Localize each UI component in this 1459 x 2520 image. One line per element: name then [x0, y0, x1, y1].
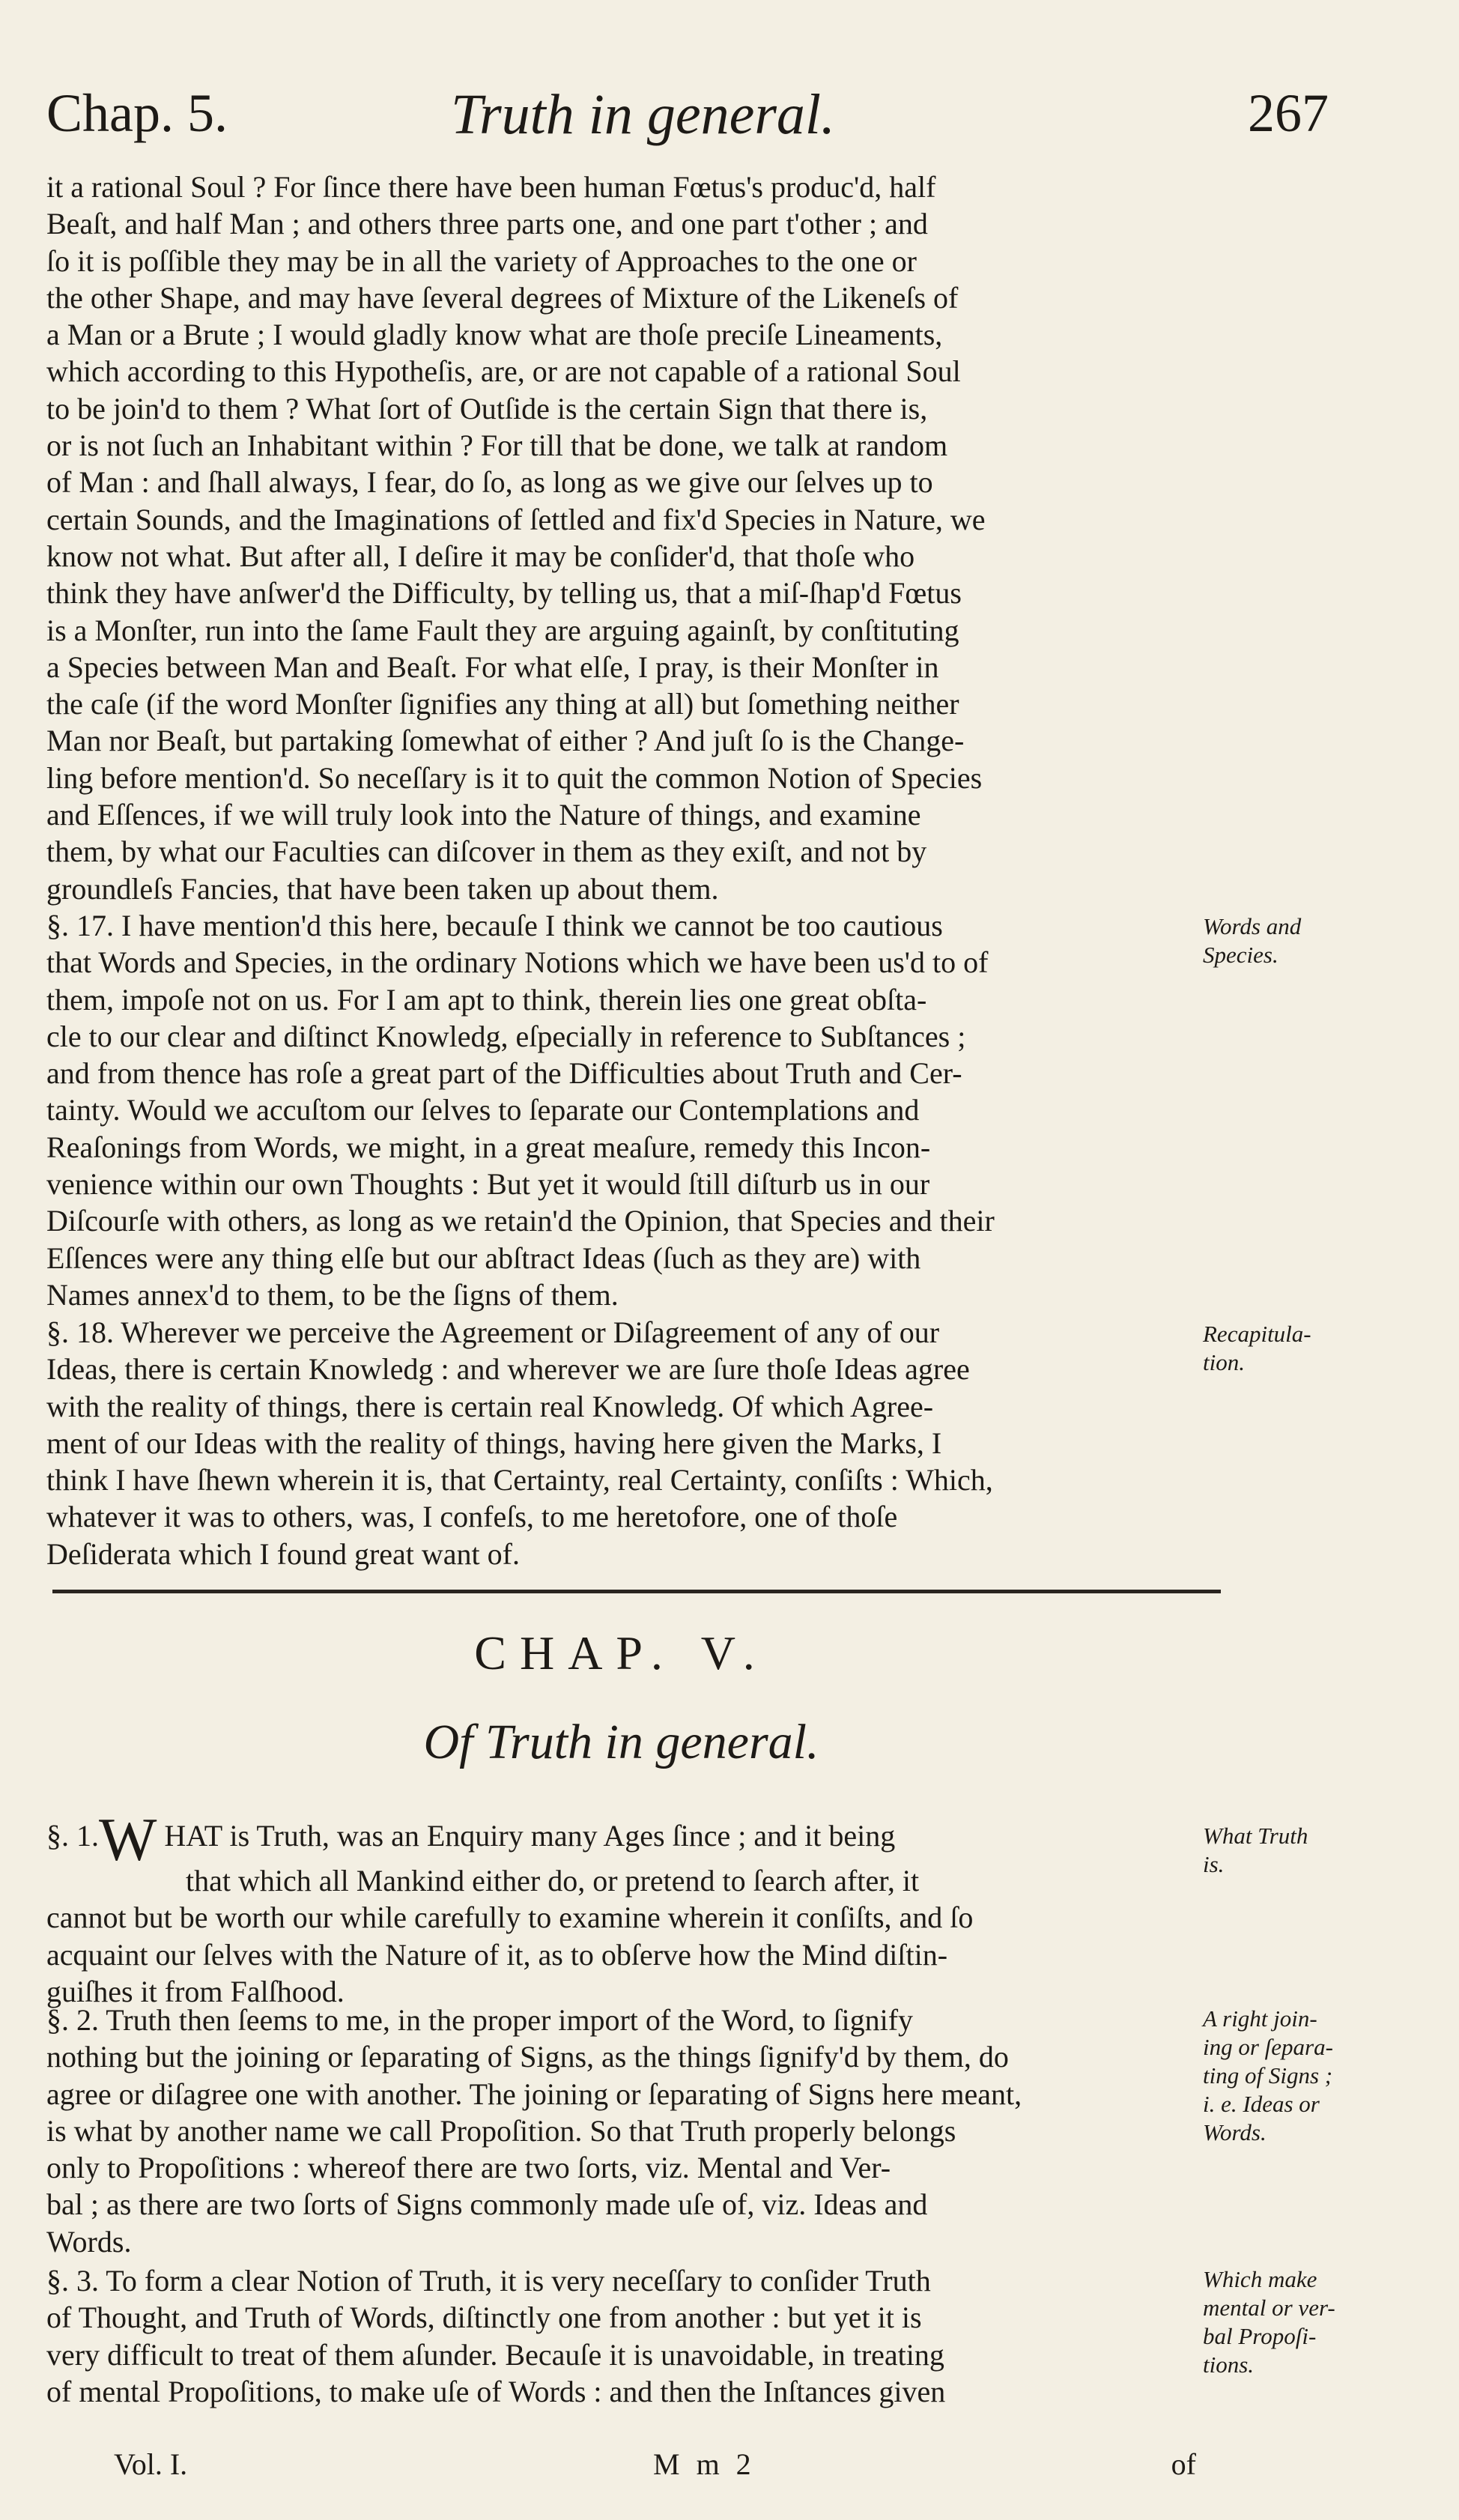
text-line: Eſſences were any thing elſe but our abſtract Ideas (ſuch as they are) with — [46, 1241, 921, 1275]
chapter-label: Chap. 5. — [46, 83, 228, 143]
text-line: of Thought, and Truth of Words, diſtinctly one from another : but yet it is — [46, 2301, 922, 2335]
margin-note-line: tions. — [1203, 2351, 1255, 2378]
page-number: 267 — [1248, 83, 1329, 143]
section-18 — [46, 1314, 1196, 1572]
text-line: Words. — [46, 2224, 132, 2259]
text-line: §. 18. Wherever we perceive the Agreement or Diſagreement of any of our — [46, 1315, 940, 1349]
text-line: tainty. Would we accuſtom our ſelves to ſeparate our Contemplations and — [46, 1093, 920, 1127]
margin-note-line: Words and — [1203, 913, 1302, 939]
text-line: a Species between Man and Beaſt. For what elſe, I pray, is their Monſter in — [46, 649, 939, 684]
text-line — [46, 1805, 1196, 1874]
running-title: Truth in general. — [451, 83, 836, 146]
margin-note-words-species — [1203, 912, 1368, 969]
page-footer — [46, 2447, 1196, 2484]
section-number: §. 1. — [46, 1819, 99, 1853]
margin-note-line: A right join- — [1203, 2005, 1317, 2032]
text-line: and Eſſences, if we will truly look into the Nature of things, and examine — [46, 798, 921, 832]
section-divider — [52, 1590, 1221, 1593]
text-line: whatever it was to others, was, I confeſs, to me heretofore, one of thoſe — [46, 1500, 898, 1534]
text-line: very difficult to treat of them aſunder. Becauſe it is unavoidable, in treating — [46, 2337, 944, 2372]
margin-note-line: Words. — [1203, 2119, 1267, 2145]
section-3 — [46, 2262, 1196, 2410]
text-line: venience within our own Thoughts : But yet it would ſtill diſturb us in our — [46, 1167, 930, 1202]
text-line: think they have anſwer'd the Difficulty, by telling us, that a miſ-ſhap'd Fœtus — [46, 576, 962, 611]
text-line: acquaint our ſelves with the Nature of it, as to obſerve how the Mind diſtin- — [46, 1937, 948, 1972]
text-line: §. 17. I have mention'd this here, becauſe I think we cannot be too cautious — [46, 909, 943, 942]
text-line: a Man or a Brute ; I would gladly know what are thoſe preciſe Lineaments, — [46, 318, 943, 352]
text-line: to be join'd to them ? What ſort of Outſide is the certain Sign that there is, — [46, 391, 928, 425]
margin-note-line: i. e. Ideas or — [1203, 2091, 1320, 2117]
first-line-text: HAT is Truth, was an Enquiry many Ages ſince ; and it being — [164, 1819, 896, 1853]
text-line: guiſhes it from Falſhood. — [46, 1974, 345, 2008]
text-line: cle to our clear and diſtinct Knowledg, eſpecially in reference to Subſtances ; — [46, 1019, 966, 1053]
text-line: them, by what our Faculties can diſcover in them as they exiſt, and not by — [46, 835, 927, 869]
text-line: is what by another name we call Propoſition. So that Truth properly belongs — [46, 2113, 956, 2148]
margin-note-line: tion. — [1203, 1349, 1245, 1375]
text-line: bal ; as there are two ſorts of Signs commonly made uſe of, viz. Ideas and — [46, 2187, 928, 2222]
volume-label: Vol. I. — [114, 2447, 188, 2481]
text-line: know not what. But after all, I deſire it may be conſider'd, that thoſe who — [46, 539, 915, 573]
text-line: cannot but be worth our while carefully to examine wherein it conſiſts, and ſo — [46, 1900, 974, 1935]
text-line: and from thence has roſe a great part of the Difficulties about Truth and Cer- — [46, 1056, 962, 1091]
text-line: with the reality of things, there is certain real Knowledg. Of which Agree- — [46, 1389, 934, 1423]
text-line: the other Shape, and may have ſeveral degrees of Mixture of the Likeneſs of — [46, 280, 959, 315]
text-line: it a rational Soul ? For ſince there have been human Fœtus's produc'd, half — [46, 170, 936, 204]
text-line: Reaſonings from Words, we might, in a great meaſure, remedy this Incon- — [46, 1130, 931, 1164]
text-line: ſo it is poſſible they may be in all the variety of Approaches to the one or — [46, 243, 917, 278]
margin-note-line: Which make — [1203, 2266, 1317, 2292]
text-line: of Man : and ſhall always, I fear, do ſo, as long as we give our ſelves up to — [46, 465, 933, 500]
text-line: them, impoſe not on us. For I am apt to think, therein lies one great obſta- — [46, 982, 927, 1017]
text-line: or is not ſuch an Inhabitant within ? For till that be done, we talk at random — [46, 428, 948, 463]
margin-note-line: mental or ver- — [1203, 2295, 1335, 2321]
text-line: think I have ſhewn wherein it is, that Certainty, real Certainty, conſiſts : Which, — [46, 1463, 993, 1497]
margin-note-line: Recapitula- — [1203, 1321, 1311, 1347]
text-line: §. 2. Truth then ſeems to me, in the proper import of the Word, to ſignify — [46, 2003, 914, 2037]
text-line: is a Monſter, run into the ſame Fault they are arguing againſt, by conſtituting — [46, 613, 959, 647]
text-line: which according to this Hypotheſis, are, or are not capable of a rational Soul — [46, 354, 961, 389]
continuation-paragraph — [46, 169, 1196, 907]
text-line: agree or diſagree one with another. The joining or ſeparating of Signs here meant, — [46, 2077, 1022, 2111]
margin-note-line: What Truth — [1203, 1823, 1308, 1849]
section-17 — [46, 907, 1196, 1313]
margin-note-line: is. — [1203, 1851, 1225, 1877]
text-line: Deſiderata which I found great want of. — [46, 1536, 520, 1571]
text-line: certain Sounds, and the Imaginations of ſettled and fix'd Species in Nature, we — [46, 502, 986, 536]
margin-note-line: Species. — [1203, 942, 1278, 968]
text-line: ling before mention'd. So neceſſary is it to quit the common Notion of Species — [46, 760, 983, 795]
text-line: of mental Propoſitions, to make uſe of Words : and then the Inſtances given — [46, 2374, 946, 2408]
text-line: nothing but the joining or ſeparating of Signs, as the things ſignify'd by them, do — [46, 2040, 1009, 2074]
section-1 — [46, 1805, 1196, 2010]
section-2 — [46, 2002, 1196, 2260]
chapter-subtitle: Of Truth in general. — [423, 1715, 819, 1769]
text-line: that which all Mankind either do, or pretend to ſearch after, it — [186, 1864, 920, 1897]
text-line: groundleſs Fancies, that have been taken up about them. — [46, 871, 719, 906]
margin-note-mental-verbal — [1203, 2265, 1368, 2379]
text-line: Ideas, there is certain Knowledg : and wherever we are ſure thoſe Ideas agree — [46, 1352, 970, 1387]
running-head — [46, 82, 1329, 157]
text-line: Beaſt, and half Man ; and others three parts one, and one part t'other ; and — [46, 207, 928, 241]
margin-note-recapitulation — [1203, 1320, 1368, 1377]
text-line: the caſe (if the word Monſter ſignifies any thing at all) but ſomething neither — [46, 687, 959, 721]
text-line: Names annex'd to them, to be the ſigns of them. — [46, 1277, 619, 1312]
text-line: that Words and Species, in the ordinary Notions which we have been us'd to of — [46, 945, 989, 980]
text-line: ment of our Ideas with the reality of things, having here given the Marks, I — [46, 1426, 942, 1460]
margin-note-what-truth-is — [1203, 1822, 1368, 1879]
text-line: Diſcourſe with others, as long as we retain'd the Opinion, that Species and their — [46, 1204, 995, 1238]
signature-mark: M m 2 — [653, 2447, 756, 2481]
catchword: of — [1171, 2447, 1196, 2481]
text-line: only to Propoſitions : whereof there are two ſorts, viz. Mental and Ver- — [46, 2151, 891, 2185]
margin-note-line: ing or ſepara- — [1203, 2034, 1333, 2060]
chapter-heading: CHAP. V. — [474, 1626, 768, 1680]
drop-cap: W — [99, 1805, 157, 1874]
margin-note-line: ting of Signs ; — [1203, 2062, 1333, 2089]
text-line: Man nor Beaſt, but partaking ſomewhat of either ? And juſt ſo is the Change- — [46, 724, 965, 758]
margin-note-right-joining — [1203, 2005, 1368, 2147]
text-line: §. 3. To form a clear Notion of Truth, it is very neceſſary to conſider Truth — [46, 2264, 931, 2298]
margin-note-line: bal Propoſi- — [1203, 2323, 1317, 2349]
